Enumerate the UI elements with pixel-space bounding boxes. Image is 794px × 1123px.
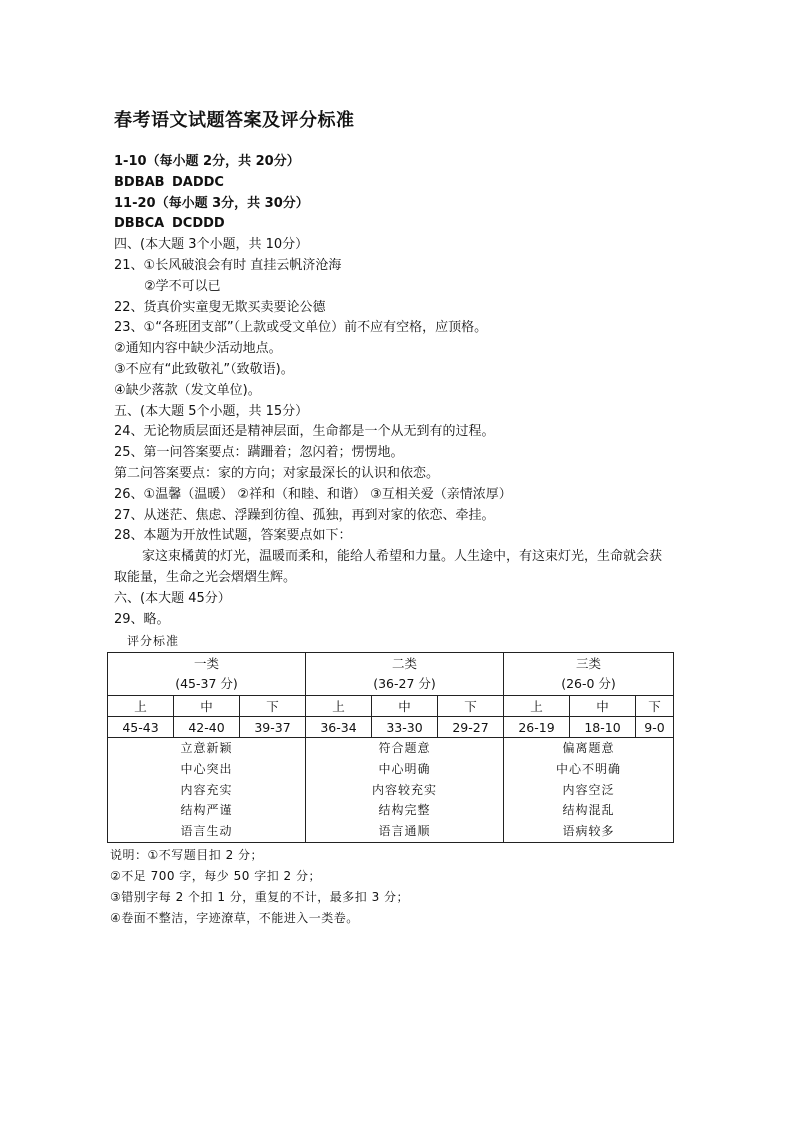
answer-group: BDBAB xyxy=(114,174,165,190)
level-cell: 下 xyxy=(636,696,674,717)
description-item: 立意新颖 xyxy=(180,741,233,755)
level-cell: 下 xyxy=(438,696,504,717)
level-cell: 中 xyxy=(570,696,636,717)
level-cell: 下 xyxy=(240,696,306,717)
level-cell: 中 xyxy=(174,696,240,717)
description-item: 结构严谨 xyxy=(180,803,233,818)
answer-line: 取能量，生命之光会熠熠生辉。 xyxy=(114,569,297,585)
score-cell: 33-30 xyxy=(372,717,438,738)
description-item: 结构完整 xyxy=(378,803,431,818)
score-cell: 45-43 xyxy=(108,717,174,738)
answer-line: 六、(本大题 45分） xyxy=(114,590,231,606)
description-item: 中心突出 xyxy=(180,761,233,776)
table-row xyxy=(108,653,674,696)
answer-line: 26、①温馨（温暖） ②祥和（和睦、和谐） ③互相关爱（亲情浓厚） xyxy=(114,486,512,502)
score-cell: 42-40 xyxy=(174,717,240,738)
grade-description xyxy=(108,738,306,843)
answer-group: DCDDD xyxy=(172,216,225,232)
answer-line: 22、货真价实童叟无欺买卖要论公德 xyxy=(114,299,326,315)
answer-line: 23、①“各班团支部”（上款或受文单位）前不应有空格，应顶格。 xyxy=(114,320,488,336)
grade-name: 一类 xyxy=(193,656,219,671)
answer-line: ③不应有“此致敬礼”（致敬语)。 xyxy=(114,361,294,377)
answer-line: 21、①长风破浪会有时 直挂云帆济沧海 xyxy=(114,257,342,273)
answer-line: 家这束橘黄的灯光，温暖而柔和，能给人希望和力量。人生途中，有这束灯光，生命就会获 xyxy=(142,549,663,565)
description-item: 语病较多 xyxy=(562,824,615,839)
description-item: 语言通顺 xyxy=(378,824,431,839)
level-cell: 上 xyxy=(504,696,570,717)
note-line: ③错别字每 2 个扣 1 分，重复的不计，最多扣 3 分； xyxy=(110,890,410,904)
score-cell: 29-27 xyxy=(438,717,504,738)
scoring-table xyxy=(107,652,674,843)
description-item: 内容较充实 xyxy=(371,782,437,797)
answer-line: 四、(本大题 3个小题，共 10分） xyxy=(114,237,309,253)
answer-line: 24、无论物质层面还是精神层面，生命都是一个从无到有的过程。 xyxy=(114,424,495,440)
table-row xyxy=(108,738,674,843)
score-cell: 39-37 xyxy=(240,717,306,738)
grade-header xyxy=(306,653,504,696)
answer-line xyxy=(114,173,714,194)
score-cell: 26-19 xyxy=(504,717,570,738)
answer-group: DADDC xyxy=(172,174,224,190)
grade-range: (36-27 分) xyxy=(373,676,436,691)
grade-description xyxy=(306,738,504,843)
criteria-label: 评分标准 xyxy=(127,634,180,648)
grade-range: (26-0 分) xyxy=(561,676,616,691)
answer-line: 25、第一问答案要点：蹒跚着；忽闪着；愣愣地。 xyxy=(114,445,404,461)
answer-line xyxy=(114,214,714,235)
answer-line: 28、本题为开放性试题，答案要点如下： xyxy=(114,528,352,544)
grade-name: 三类 xyxy=(575,656,601,671)
description-item: 符合题意 xyxy=(378,741,431,755)
answer-line: 1-10（每小题 2分，共 20分） xyxy=(114,154,300,169)
answer-line: ④缺少落款（发文单位)。 xyxy=(114,382,261,398)
answer-line: 五、(本大题 5个小题，共 15分） xyxy=(114,403,309,419)
description-item: 内容充实 xyxy=(180,782,233,797)
answer-lines xyxy=(114,152,714,630)
note-line: 说明：①不写题目扣 2 分； xyxy=(110,848,264,862)
description-item: 中心明确 xyxy=(378,761,431,776)
score-cell: 9-0 xyxy=(636,717,674,738)
answer-line: 27、从迷茫、焦虑、浮躁到彷徨、孤独，再到对家的依恋、牵挂。 xyxy=(114,507,495,523)
table-row xyxy=(108,717,674,738)
note-line: ④卷面不整洁，字迹潦草，不能进入一类卷。 xyxy=(110,911,359,925)
level-cell: 上 xyxy=(306,696,372,717)
note-line: ②不足 700 字，每少 50 字扣 2 分； xyxy=(110,869,321,883)
description-item: 语言生动 xyxy=(180,824,233,839)
answer-line: 第二问答案要点：家的方向；对家最深长的认识和依恋。 xyxy=(114,465,440,481)
table-row xyxy=(108,696,674,717)
grade-description xyxy=(504,738,674,843)
grade-name: 二类 xyxy=(391,656,417,671)
description-item: 偏离题意 xyxy=(562,741,615,755)
score-cell: 18-10 xyxy=(570,717,636,738)
grade-header xyxy=(108,653,306,696)
grade-header xyxy=(504,653,674,696)
answer-line: 29、略。 xyxy=(114,611,170,627)
answer-line: ②学不可以已 xyxy=(144,278,221,294)
description-item: 中心不明确 xyxy=(555,761,621,776)
answer-line: 11-20（每小题 3分，共 30分） xyxy=(114,195,309,211)
level-cell: 中 xyxy=(372,696,438,717)
score-cell: 36-34 xyxy=(306,717,372,738)
answer-group: DBBCA xyxy=(114,216,165,232)
answer-line: ②通知内容中缺少活动地点。 xyxy=(114,341,282,357)
document-title: 春考语文试题答案及评分标准 xyxy=(114,110,355,131)
scoring-notes xyxy=(110,845,409,929)
description-item: 内容空泛 xyxy=(562,782,615,797)
level-cell: 上 xyxy=(108,696,174,717)
description-item: 结构混乱 xyxy=(562,803,615,818)
grade-range: (45-37 分) xyxy=(175,676,238,691)
